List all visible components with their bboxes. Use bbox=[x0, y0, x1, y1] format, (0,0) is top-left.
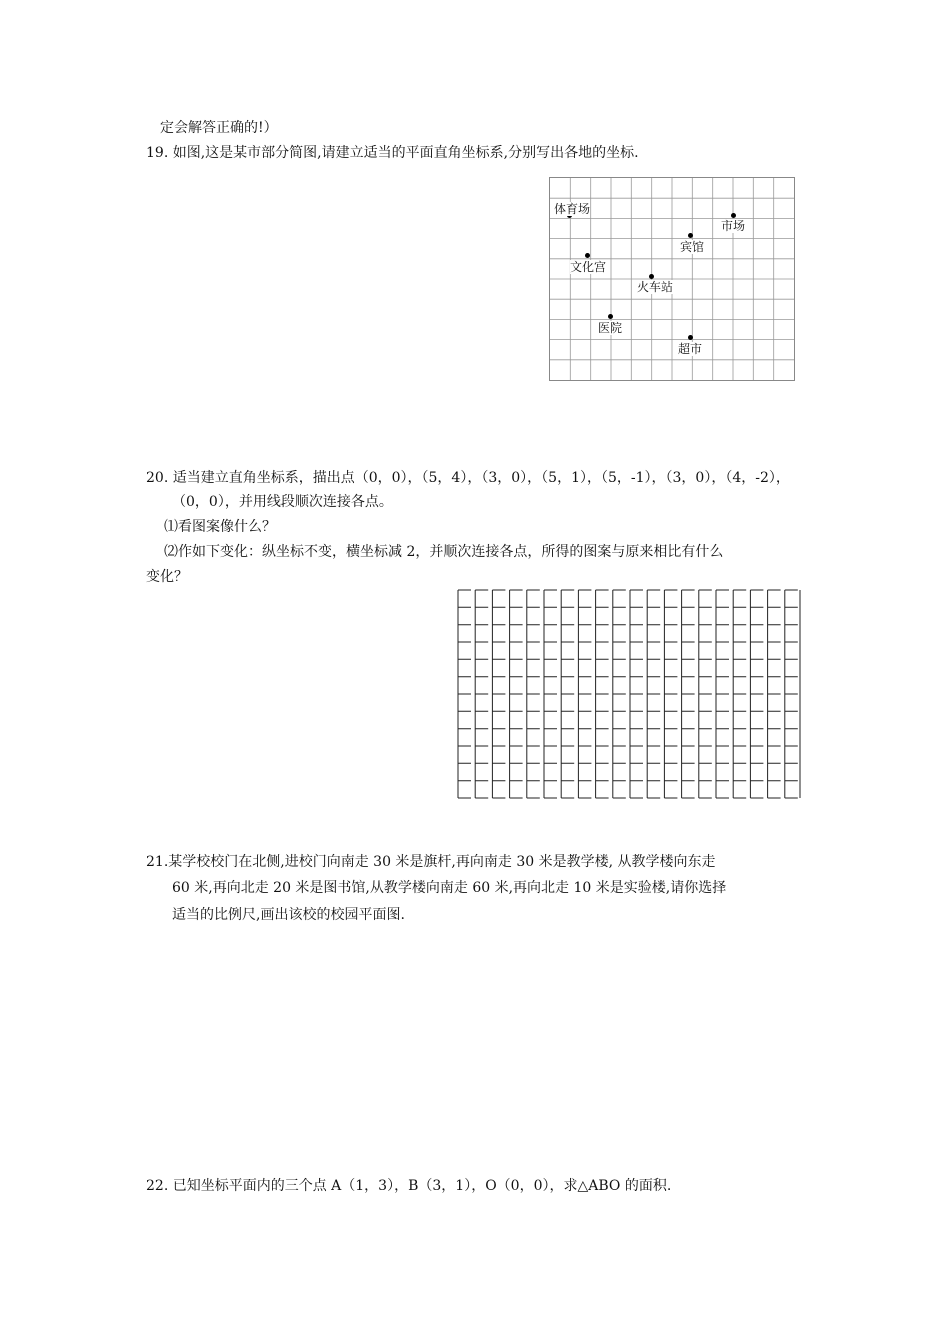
question-21-line-2: 60 米,再向北走 20 米是图书馆,从教学楼向南走 60 米,再向北走 10 米是实验楼,请你选择 bbox=[172, 880, 727, 896]
intro-tail: 定会解答正确的!） bbox=[160, 120, 278, 136]
railway-station-dot bbox=[649, 274, 654, 279]
question-20-sub-1: ⑴看图案像什么？ bbox=[164, 519, 276, 535]
hospital-dot bbox=[608, 314, 613, 319]
railway-station-label: 火车站 bbox=[637, 280, 674, 294]
market-dot bbox=[731, 213, 736, 218]
question-19-text: 19. 如图,这是某市部分简图,请建立适当的平面直角坐标系,分别写出各地的坐标. bbox=[146, 145, 639, 161]
question-21-line-3: 适当的比例尺,画出该校的校园平面图. bbox=[172, 907, 405, 923]
culture-palace-label: 文化宫 bbox=[570, 260, 607, 274]
culture-palace-dot bbox=[585, 253, 590, 258]
question-20-sub-2-cont: 变化？ bbox=[146, 569, 188, 585]
question-20-line-1: 20. 适当建立直角坐标系，描出点（0，0），（5，4），（3，0），（5，1），（5，-1），（3，0），（4，-2）， bbox=[146, 470, 790, 486]
question-20-line-2: （0，0），并用线段顺次连接各点。 bbox=[172, 494, 393, 510]
hotel-dot bbox=[688, 233, 693, 238]
question-21-line-1: 21.某学校校门在北侧,进校门向南走 30 米是旗杆,再向南走 30 米是教学楼, 从教学楼向东走 bbox=[146, 854, 716, 870]
supermarket-label: 超市 bbox=[678, 342, 703, 356]
stadium-label: 体育场 bbox=[554, 202, 591, 216]
hotel-label: 宾馆 bbox=[680, 240, 705, 254]
answer-grid bbox=[456, 588, 802, 800]
question-20-sub-2: ⑵作如下变化：纵坐标不变，横坐标减 2，并顺次连接各点，所得的图案与原来相比有什么 bbox=[164, 544, 724, 560]
city-map bbox=[549, 177, 795, 381]
supermarket-dot bbox=[688, 335, 693, 340]
market-label: 市场 bbox=[721, 219, 746, 233]
hospital-label: 医院 bbox=[598, 321, 623, 335]
question-22-text: 22. 已知坐标平面内的三个点 A（1，3），B（3，1），O（0，0），求△ABO 的面积. bbox=[146, 1178, 672, 1194]
